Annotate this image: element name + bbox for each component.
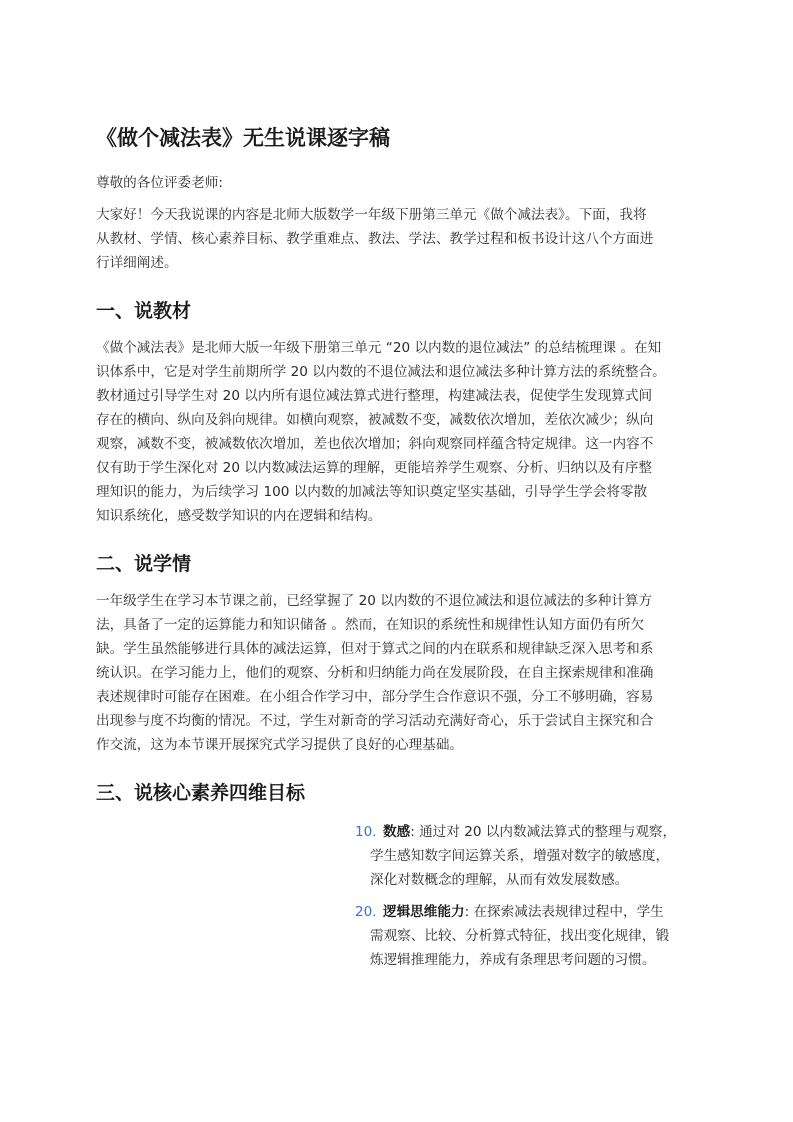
goal-term: 逻辑思维能力 xyxy=(383,904,465,920)
goal-line: 学生感知数字间运算关系，增强对数字的敏感度， xyxy=(370,848,670,864)
paragraph-line: 统认识。在学习能力上，他们的观察、分析和归纳能力尚在发展阶段，在自主探索规律和准确 xyxy=(96,665,654,681)
paragraph-line: 教材通过引导学生对 20 以内所有退位减法算式进行整理，构建减法表，促使学生发现算式间 xyxy=(96,388,653,404)
section-paragraph-textbook xyxy=(96,336,702,528)
paragraph-line: 理知识的能力，为后续学习 100 以内数的加减法等知识奠定坚实基础，引导学生学会将零散 xyxy=(96,484,648,500)
list-number: 20. xyxy=(355,904,377,920)
paragraph-line: 观察，减数不变，被减数依次增加，差也依次增加；斜向观察同样蕴含特定规律。这一内容不 xyxy=(96,436,654,452)
paragraph-line: 识体系中，它是对学生前期所学 20 以内数的不退位减法和退位减法多种计算方法的系统整合。 xyxy=(96,364,666,380)
intro-paragraph xyxy=(96,203,702,275)
section-heading-textbook: 一、说教材 xyxy=(96,300,192,322)
section-heading-goals: 三、说核心素养四维目标 xyxy=(96,782,306,804)
goals-list xyxy=(355,820,715,972)
goal-line: 炼逻辑推理能力，养成有条理思考问题的习惯。 xyxy=(370,952,656,968)
paragraph-line: 作交流，这为本节课开展探究式学习提供了良好的心理基础。 xyxy=(96,737,464,753)
section-heading-students: 二、说学情 xyxy=(96,553,192,575)
greeting-paragraph xyxy=(96,171,702,195)
goal-text: : 在探索减法表规律过程中，学生 xyxy=(464,904,664,920)
paragraph-line: 《做个减法表》是北师大版一年级下册第三单元 “20 以内数的退位减法” 的总结梳理课 。在知 xyxy=(96,340,662,356)
intro-line: 从教材、学情、核心素养目标、教学重难点、教法、学法、教学过程和板书设计这八个方面进 xyxy=(96,231,654,247)
list-number: 10. xyxy=(355,824,377,840)
greeting-text: 尊敬的各位评委老师: xyxy=(96,175,223,191)
section-paragraph-students xyxy=(96,589,702,757)
goal-line: 需观察、比较、分析算式特征，找出变化规律，锻 xyxy=(370,928,670,944)
paragraph-line: 法，具备了一定的运算能力和知识储备 。然而，在知识的系统性和规律性认知方面仍有所欠 xyxy=(96,617,645,633)
paragraph-line: 出现参与度不均衡的情况。不过，学生对新奇的学习活动充满好奇心，乐于尝试自主探究和合 xyxy=(96,713,654,729)
list-item-first-line xyxy=(355,820,715,844)
paragraph-line: 缺。学生虽然能够进行具体的减法运算，但对于算式之间的内在联系和规律缺乏深入思考和系 xyxy=(96,641,654,657)
intro-line: 大家好！今天我说课的内容是北师大版数学一年级下册第三单元《做个减法表》。下面，我将 xyxy=(96,207,647,223)
intro-line: 行详细阐述。 xyxy=(96,255,178,271)
paragraph-line: 表述规律时可能存在困难。在小组合作学习中，部分学生合作意识不强，分工不够明确，容易 xyxy=(96,689,654,705)
list-item xyxy=(355,900,715,972)
paragraph-line: 知识系统化，感受数学知识的内在逻辑和结构。 xyxy=(96,508,382,524)
document-title: 《做个减法表》无生说课逐字稿 xyxy=(96,126,390,150)
paragraph-line: 存在的横向、纵向及斜向规律。如横向观察，被减数不变，减数依次增加，差依次减少；纵向 xyxy=(96,412,654,428)
paragraph-line: 仅有助于学生深化对 20 以内数减法运算的理解，更能培养学生观察、分析、归纳以及有序整 xyxy=(96,460,653,476)
paragraph-line: 一年级学生在学习本节课之前，已经掌握了 20 以内数的不退位减法和退位减法的多种计算方 xyxy=(96,593,653,609)
goal-text: : 通过对 20 以内数减法算式的整理与观察， xyxy=(410,824,677,840)
list-item xyxy=(355,820,715,892)
goal-line: 深化对数概念的理解，从而有效发展数感。 xyxy=(370,872,629,888)
goal-term: 数感 xyxy=(383,824,411,840)
list-item-first-line xyxy=(355,900,715,924)
